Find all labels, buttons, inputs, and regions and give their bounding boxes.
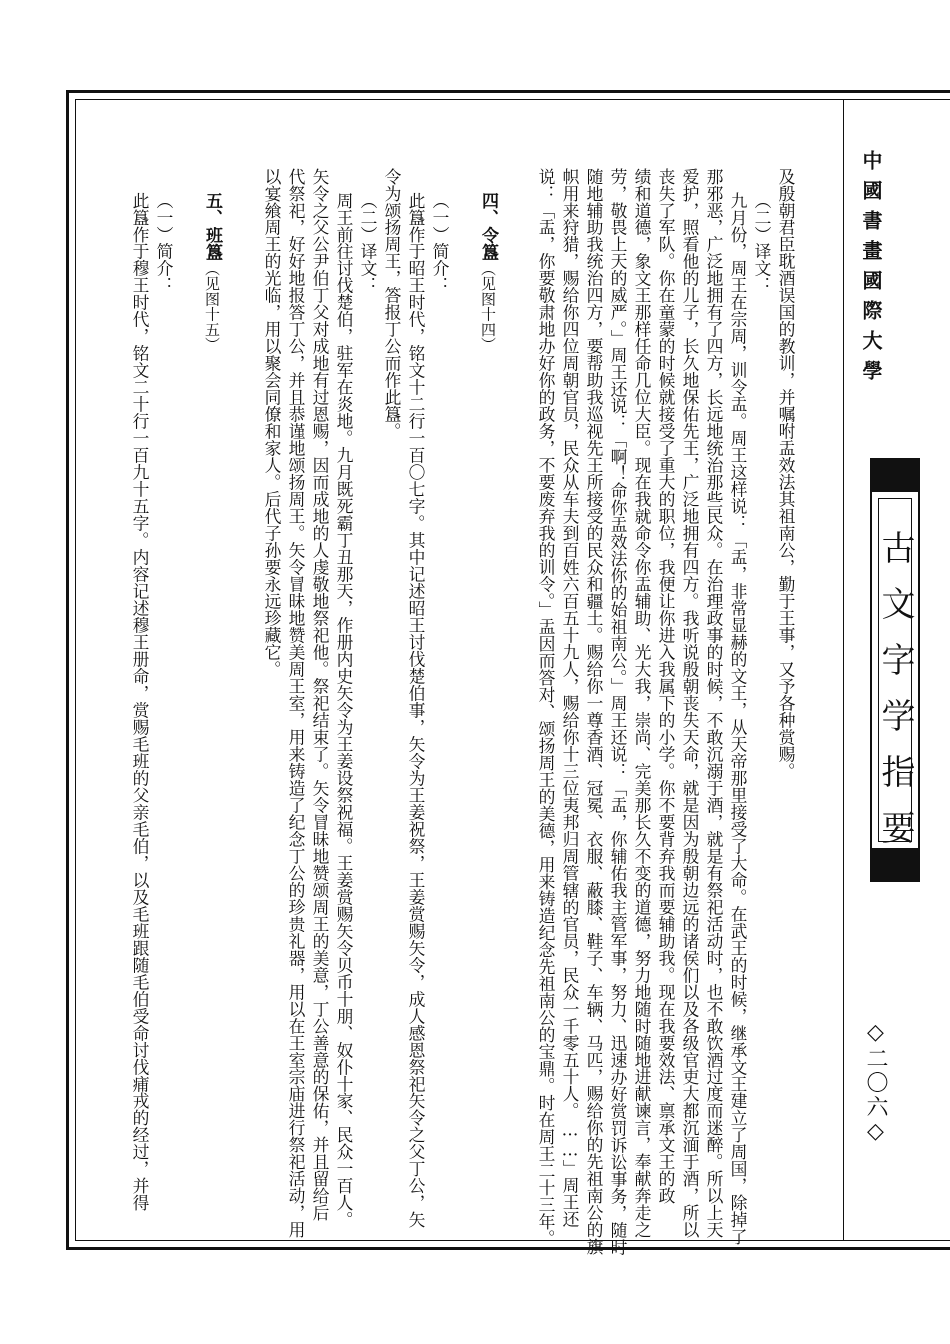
text-column: 矢令之父公尹伯丁父对成地有过恩赐，因而成地的人虔敬地祭祀他。祭祀结束了。矢令冒昧地赞颂周王的美意，丁公善意的保佑，并且留给后 (310, 168, 330, 1222)
text-column: 随地辅助我统治四方，要帮助我巡视先王所接受的民众和疆土。赐给你一尊香酒、冠冕、衣服、蔽膝、鞋子、车辆、马匹，赐给你的先祖南公的旗 (584, 168, 604, 1256)
text-column: 劳，敬畏上天的威严。」周王还说：「啊！命你盂效法你的始祖南公。」周王还说：「盂，你辅佑我主管军事，努力、迅速办好赏罚诉讼事务，随时 (608, 168, 628, 1256)
series-name: 中國書畫國際大學 (859, 150, 883, 390)
section-subheading: （二）译文： (752, 192, 772, 294)
text-column: 爱护，照看他的儿子，长久地保佑先王，广泛地拥有四方。我听说殷朝丧失天命，就是因为殷朝边远的诸侯们以及各级官吏大都沉湎于酒，所以 (680, 168, 700, 1239)
text-column: 此簋作于穆王时代，铭文二十行一百九十五字。内容记述穆王册命，赏赐毛班的父亲毛伯，以及毛班跟随毛伯受命讨伐痡戎的经过，并得 (130, 192, 150, 1212)
text-column: 丧失了军队。你在童蒙的时候就接受了重大的职位，我便让你进入我属下的小学。你不要背弃我而要辅助我。现在我要效法、禀承文王的政 (656, 168, 676, 1205)
text-column: 以宴飨周王的光临，用以聚会同僚和家人。后代子孙要永远珍藏它。 (262, 168, 282, 678)
text-column: 说：「盂，你要敬肃地办好你的政务，不要废弃我的训令。」盂因而答对、颂扬周王的美德，用来铸造纪念先祖南公的宝鼎。时在周王二十三年。 (536, 168, 556, 1247)
figure-reference: （见图十四） (479, 260, 497, 353)
title-ornament-top (870, 458, 920, 492)
sidebar-divider (843, 100, 844, 1240)
section-subheading: （一）简介： (430, 192, 450, 294)
text-column: 那邪恶，广泛地拥有了四方，长远地统治那些民众。在治理政事的时候，不敢沉溺于酒，就是有祭祀活动时，也不敢饮酒过度而迷醉。所以上天 (704, 168, 724, 1239)
text-column: 代祭祀，好好地报答丁公，并且恭谨地颂扬周王。矢令冒昧地赞美周王室，用来铸造了纪念丁公的珍贵礼器，用以在王室宗庙进行祭祀活动，用 (286, 168, 306, 1239)
text-column: 九月份，周王在宗周，训令盂。周王这样说：「盂，非常显赫的文王，从天帝那里接受了大命。在武王的时候，继承文王建立了周国，除掉了 (728, 192, 748, 1246)
figure-reference: （见图十五） (203, 260, 221, 353)
text-column: 周王前往讨伐楚伯，驻军在炎地。九月既死霸丁丑那天，作册内史矢令为王姜设祭祝福。王姜赏赐矢令贝币十朋、奴仆十家、民众一百人。 (334, 192, 354, 1229)
text-column: 此簋作于昭王时代，铭文十二行一百〇七字。其中记述昭王讨伐楚伯事，矢令为王姜祝祭，王姜赏赐矢令，成人感恩祭祀矢令之父丁公，矢 (406, 192, 426, 1229)
text-column: 令为颂扬周王，答报丁公而作此簋。 (382, 168, 402, 440)
section-heading: 四、令簋（见图十四） (478, 192, 498, 353)
text-column: 绩和道德，象文王那样任命几位大臣。现在我就命令你盂辅助、光大我，崇尚、完美那长久不变的道德，努力地随时随地进献谏言，奉献奔走之 (632, 168, 652, 1239)
section-heading: 五、班簋（见图十五） (202, 192, 222, 353)
section-subheading: （一）简介： (154, 192, 174, 294)
text-column: 及殷朝君臣耽酒误国的教训，并嘱咐盂效法其祖南公，勤于王事，又予各种赏赐。 (776, 168, 796, 780)
page-number: ◇二〇六◇ (863, 1020, 888, 1146)
book-title: 古文字学指要 (875, 530, 915, 866)
text-column: 帜用来狩猎，赐给你四位周朝官员，民众从车夫到百姓六百五十九人，赐给你十三位夷邦归周管辖的官员，民众一千零五十人。……」周王还 (560, 168, 580, 1228)
section-subheading: （二）译文： (358, 192, 378, 294)
